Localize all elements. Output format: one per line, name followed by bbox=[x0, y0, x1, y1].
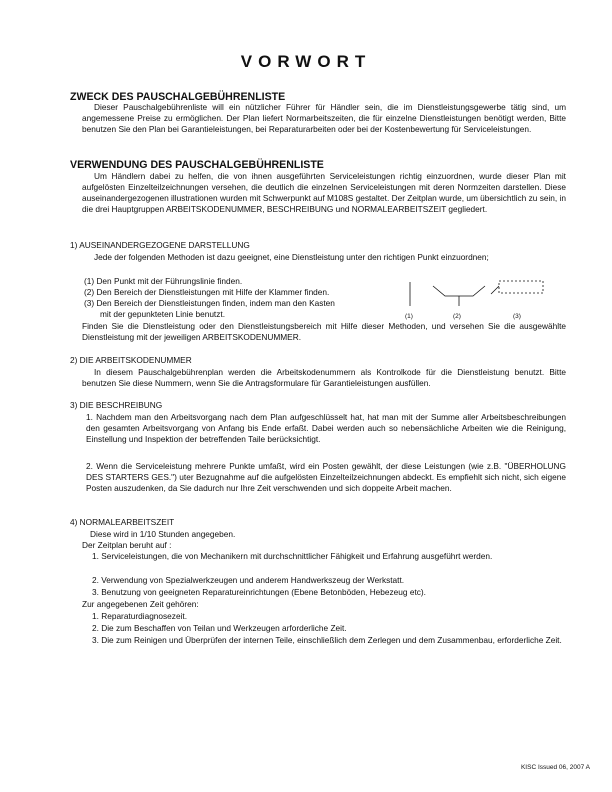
basis-item-2: 2. Verwendung von Spezialwerkzeugen und anderem Handwerkszeug der Werkstatt. bbox=[92, 575, 405, 585]
page-title: VORWORT bbox=[240, 52, 372, 71]
exploded-view-intro: Jede der folgenden Methoden ist dazu geeignet, eine Dienstleistung unter den richtigen Punkt einzuordnen; bbox=[94, 252, 489, 262]
bracket bbox=[433, 286, 485, 296]
method-2: (2) Den Bereich der Dienstleistungen mit Hilfe der Klammer finden. bbox=[84, 287, 330, 297]
fig-label-2: (2) bbox=[453, 313, 461, 320]
basis-item-3: 3. Benutzung von geeigneten Reparatureinrichtungen (Ebene Betonböden, Hebezeug etc). bbox=[92, 587, 426, 597]
exploded-view-heading: 1) AUSEINANDERGEZOGENE DARSTELLUNG bbox=[70, 240, 250, 250]
reference-methods-drawing bbox=[405, 276, 555, 312]
schedule-basis-label: Der Zeitplan beruht auf : bbox=[82, 540, 172, 550]
standard-time-heading: 4) NORMALEARBEITSZEIT bbox=[70, 517, 175, 527]
fig-label-3: (3) bbox=[513, 313, 521, 320]
method-1: (1) Den Punkt mit der Führungslinie finden. bbox=[84, 276, 243, 286]
description-item-2: 2. Wenn die Serviceleistung mehrere Punkte umfaßt, wird ein Posten gewählt, der diese Leistungen (wie z.B. "ÜBERHOLUNG DES STARTERS GES.") uter Bezugnahme auf die aufgelösten Einzelteilzeichnungen abdeckt. Es empfiehlt sich nicht, sich eigene Posten auszudenken, da Sie dadurch nur Ihre Zeit verschwenden und sich doppeite Arbeit machen. bbox=[86, 461, 566, 493]
work-code-paragraph: In diesem Pauschalgebührenplan werden die Arbeitskodenummern als Kontrolkode für die Dienstleistung benutzt. Bitte benutzen Sie diese Nummern, wenn Sie die Antragsformulare für Garantieleistungen ausfüllen. bbox=[82, 367, 566, 388]
box-leader bbox=[491, 286, 499, 294]
purpose-paragraph: Dieser Pauschalgebührenliste will ein nützlicher Führer für Händler sein, die im Dienstleistungsgewerbe tätig sind, um angemessene Preise zu ermöglichen. Der Plan liefert Normarbeitszeiten, die für einzelne Dienstleistungen benötigt werden, Bitte benutzen Sie den Plan bei Garantieleistungen, bei Reparaturarbeiten oder bei der Kostenbewertung für Serviceleistungen. bbox=[82, 102, 566, 134]
footer-issue-note: KISC Issued 06, 2007 A bbox=[520, 764, 590, 771]
work-code-heading: 2) DIE ARBEITSKODENUMMER bbox=[70, 355, 192, 365]
standard-time-unit: Diese wird in 1/10 Stunden angegeben. bbox=[90, 529, 236, 539]
exploded-view-outro: Finden Sie die Dienstleistung oder den Dienstleistungsbereich mit Hilfe dieser Methoden, und versehen Sie die ausgewählte Dienstleistung mit der jeweiligen ARBEITSKODENUMMER. bbox=[82, 321, 566, 342]
included-item-2: 2. Die zum Beschaffen von Teilan und Werkzeugen arforderliche Zeit. bbox=[92, 623, 347, 633]
description-item-1: 1. Nachdem man den Arbeitsvorgang nach dem Plan aufgeschlüsselt hat, hat man mit der Summe aller Arbeitsbeschreibungen den gesamten Arbeitsvorgang von Anfang bis Ende erfaßt. Dabei werden auch so nebensächliche Arbeiten wie die Reinigung, Einstellung und Inspektion der betreffenden Taile berücksichtigt. bbox=[86, 412, 566, 444]
method-3a: (3) Den Bereich der Dienstleistungen finden, indem man den Kasten bbox=[84, 298, 335, 308]
method-3b: mit der gepunkteten Linie benutzt. bbox=[100, 309, 225, 319]
dotted-box bbox=[499, 281, 543, 293]
usage-paragraph: Um Händlern dabei zu helfen, die von ihnen ausgeführten Serviceleistungen richtig einzuordnen, wurde dieser Plan mit aufgelösten Einzelteilzeichnungen versehen, die deutlich die einzelnen Serviceleistungen mit deren Normzeiten darstellen. Diese auseinandergezogenen illustrationen wurden mit Schwerpunkt auf M108S gestaltet. Der Zeitplan wurde, um übersichtlich zu sein, in die drei Hauptgruppen ARBEITSKODENUMMER, BESCHREIBUNG und NORMALEARBEITSZEIT gegliedert. bbox=[82, 171, 566, 214]
fig-label-1: (1) bbox=[405, 313, 413, 320]
basis-item-1: 1. Serviceleistungen, die von Mechanikern mit durchschnittlicher Fähigkeit und Erfahrung ausgeführt werden. bbox=[92, 551, 493, 561]
included-item-1: 1. Reparaturdiagnosezeit. bbox=[92, 611, 188, 621]
included-time-label: Zur angegebenen Zeit gehören: bbox=[82, 599, 199, 609]
section-heading-purpose: ZWECK DES PAUSCHALGEBÜHRENLISTE bbox=[70, 91, 286, 103]
description-heading: 3) DIE BESCHREIBUNG bbox=[70, 400, 163, 410]
section-heading-usage: VERWENDUNG DES PAUSCHALGEBÜHRENLISTE bbox=[70, 159, 324, 171]
included-item-3: 3. Die zum Reinigen und Überprüfen der internen Teile, einschließlich dem Zerlegen und dem Zusammenbau, erforderliche Zeit. bbox=[92, 635, 562, 645]
reference-methods-figure bbox=[405, 276, 555, 326]
